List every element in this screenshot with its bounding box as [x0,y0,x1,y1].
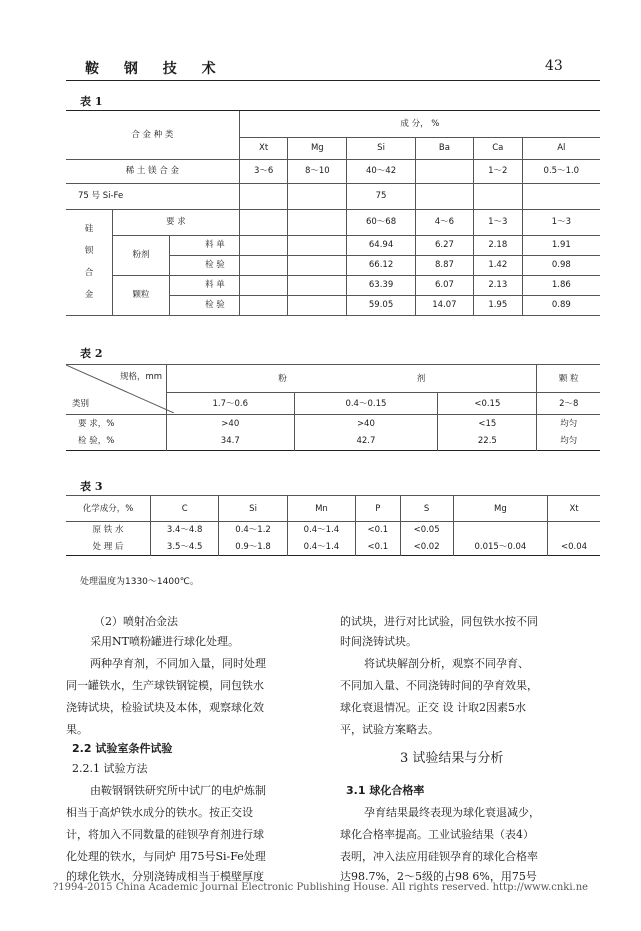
table-cell: 2.13 [473,275,522,295]
table2-diag-cell [66,365,167,415]
table-cell: 3.4～4.8 [151,522,219,539]
spec-label: 规格，mm [119,372,162,382]
table1-el: Ca [473,137,522,159]
table-cell: <0.02 [400,539,453,556]
table-cell: 64.94 [347,235,416,255]
para-line: 达98.7%，2～5级的占98 6%，用75号 [340,870,537,883]
table-cell: 0.89 [522,295,600,315]
table3-head: 化学成分，% [66,496,151,522]
table-cell: 66.12 [347,255,416,275]
table-cell: 1～3 [522,209,600,235]
powder-agent-header [167,365,537,393]
table-cell: 0.4～1.4 [287,539,355,556]
sibaca-vertical-label [66,209,113,315]
para-line: 平，试验方案略去。 [340,723,439,736]
table3-el: S [400,496,453,522]
range: 2～8 [537,393,600,415]
table-cell: >40 [294,415,438,433]
table-cell [239,209,288,235]
table-cell [415,159,473,183]
copyright-footer: ?1994-2015 China Academic Journal Electronic Publishing House. All rights reserved. http://www.cnki.ne [52,882,589,893]
table-cell: 1.42 [473,255,522,275]
vlabel-char: 金 [84,290,94,300]
row-sife-name: 75 号 Si-Fe [66,183,239,209]
granule-header: 颗 粒 [537,365,600,393]
para-line: 的试块，进行对比试验，同包铁水按不同 [340,615,538,628]
table-cell [239,183,288,209]
table-cell: 1.86 [522,275,600,295]
table-cell: 8～10 [288,159,347,183]
table1-el: Ba [415,137,473,159]
table-cell: <0.1 [356,539,400,556]
para-line: 果。 [66,723,88,736]
para-line: 球化衰退情况。正交 设 计取2因素5水 [340,701,526,714]
section-3: 3 试验结果与分析 [400,751,504,766]
table-cell: 均匀 [537,415,600,433]
para-line: 浇铸试块，检验试块及本体，观察球化效 [66,701,264,714]
vlabel-char: 硅 [84,224,94,234]
para-line: （2）喷射冶金法 [94,615,178,628]
cat-label: 类别 [72,399,90,409]
table-cell: 40～42 [347,159,416,183]
table-cell: <0.05 [400,522,453,539]
para-line: 两种孕育剂，不同加入量，同时处理 [90,657,266,670]
table-cell: 0.98 [522,255,600,275]
para-line: 采用NT喷粉罐进行球化处理。 [90,635,239,648]
table-cell: 0.4～1.2 [219,522,287,539]
table-cell [288,183,347,209]
page-number: 43 [545,58,563,74]
row-name: 原 铁 水 [66,522,151,539]
sibaca-req: 要 求 [113,209,240,235]
table-cell: 0.5～1.0 [522,159,600,183]
table1-comp-header: 成 分， % [239,111,600,137]
table-cell: 1～3 [473,209,522,235]
table-cell: 3～6 [239,159,288,183]
table1-el: Si [347,137,416,159]
table-cell: 1～2 [473,159,522,183]
range: 1.7～0.6 [167,393,295,415]
table1 [66,111,600,316]
table1-el: Mg [288,137,347,159]
header-rule [66,80,600,81]
sample-label: 料 单 [170,275,240,295]
table3-el: Xt [548,496,600,522]
check-label: 检 验 [170,255,240,275]
para-line: 球化合格率提高。工业试验结果（表4） [340,828,534,841]
table1-el: Al [522,137,600,159]
table-cell: 6.27 [415,235,473,255]
table-cell [453,522,547,539]
table3-el: Si [219,496,287,522]
table-cell: 4～6 [415,209,473,235]
table3 [66,495,600,556]
para-line: 时间浇铸试块。 [340,635,417,648]
table-cell: >40 [167,415,295,433]
powder-label: 粉剂 [113,235,170,275]
table-cell: 均匀 [537,433,600,451]
section-3-1: 3.1 球化合格率 [346,784,425,797]
agent-header: 剂 [416,373,426,384]
vlabel-char: 钡 [84,246,94,256]
table3-label: 表 3 [80,480,103,493]
req-row-label: 要 求，% [66,415,167,433]
table-cell: 0.9～1.8 [219,539,287,556]
table-cell: 63.39 [347,275,416,295]
table-cell: 1.95 [473,295,522,315]
row-name: 处 理 后 [66,539,151,556]
table-cell: <0.1 [356,522,400,539]
granule-label: 颗粒 [113,275,170,315]
table-cell [522,183,600,209]
check-row-label: 检 验，% [66,433,167,451]
journal-title: 鞍 钢 技 术 [85,61,226,77]
para-line: 的球化铁水，分别浇铸成相当于模壁厚度 [66,870,264,883]
table2 [66,364,600,451]
table3-el: P [356,496,400,522]
table-cell [415,183,473,209]
table3-el: Mg [453,496,547,522]
table-cell: 8.87 [415,255,473,275]
table1-col-group: 合 金 种 类 [66,111,239,159]
table-cell: <15 [438,415,537,433]
table-cell: 0.4～1.4 [287,522,355,539]
section-2-2: 2.2 试验室条件试验 [72,742,173,755]
vlabel-char: 合 [84,268,94,278]
table-cell: 60～68 [347,209,416,235]
table-cell: 2.18 [473,235,522,255]
table-cell: 14.07 [415,295,473,315]
table-cell: 59.05 [347,295,416,315]
range: <0.15 [438,393,537,415]
table-cell: 0.015～0.04 [453,539,547,556]
para-line: 同一罐铁水，生产球铁钢锭模，同包铁水 [66,679,264,692]
para-line: 不同加入量、不同浇铸时间的孕育效果， [340,679,538,692]
table1-label: 表 1 [80,95,103,108]
section-2-2-1: 2.2.1 试验方法 [72,762,148,775]
range: 0.4～0.15 [294,393,438,415]
table-cell [288,209,347,235]
sample-label: 料 单 [170,235,240,255]
table-cell: 75 [347,183,416,209]
table-cell: 6.07 [415,275,473,295]
table3-el: Mn [287,496,355,522]
table-cell [548,522,600,539]
table-cell: 1.91 [522,235,600,255]
para-line: 化处理的铁水，与同炉 用75号Si-Fe处理 [66,850,266,863]
table2-label: 表 2 [80,347,103,360]
table3-note: 处理温度为1330～1400℃。 [80,577,199,587]
table-cell [473,183,522,209]
powder-header: 粉 [278,373,287,384]
table-cell: 22.5 [438,433,537,451]
table-cell: 3.5～4.5 [151,539,219,556]
table-cell: 34.7 [167,433,295,451]
table3-el: C [151,496,219,522]
para-line: 相当于高炉铁水成分的铁水。按正交设 [66,806,253,819]
check-label: 检 验 [170,295,240,315]
para-line: 表明，冲入法应用硅钡孕育的球化合格率 [340,850,538,863]
para-line: 孕育结果最终表现为球化衰退减少， [364,806,540,819]
table1-el: Xt [239,137,288,159]
row-ree-name: 稀 土 镁 合 金 [66,159,239,183]
para-line: 将试块解剖分析，观察不同孕育、 [364,657,529,670]
para-line: 计，将加入不同数量的硅钡孕育剂进行球 [66,828,264,841]
table-cell: 42.7 [294,433,438,451]
table-cell: <0.04 [548,539,600,556]
para-line: 由鞍钢钢铁研究所中试厂的电炉炼制 [90,784,266,797]
